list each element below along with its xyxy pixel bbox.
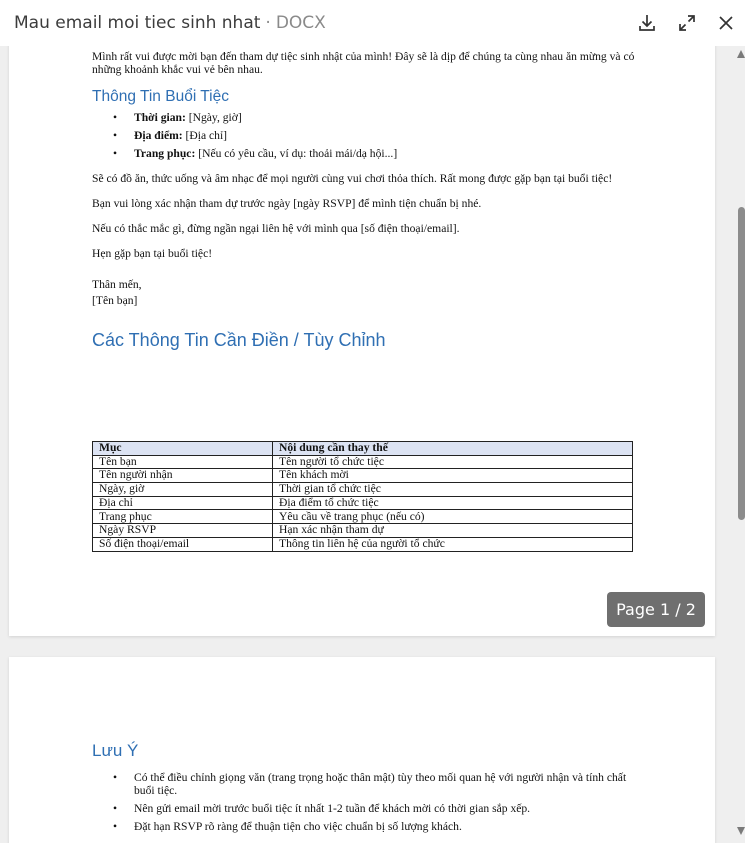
table-cell: Ngày RSVP xyxy=(93,524,273,538)
food-paragraph: Sẽ có đồ ăn, thức uống và âm nhạc để mọi người cùng vui chơi thỏa thích. Rất mong được gặp bạn tại buổi tiệc! xyxy=(92,172,613,185)
scroll-up-icon[interactable] xyxy=(737,50,745,58)
table-cell: Thời gian tổ chức tiệc xyxy=(273,483,633,497)
table-row xyxy=(93,496,633,510)
party-details-list xyxy=(113,111,633,165)
download-icon[interactable] xyxy=(632,8,662,38)
table-cell: Tên người nhận xyxy=(93,469,273,483)
table-cell: Trang phục xyxy=(93,510,273,524)
table-cell: Địa điểm tổ chức tiệc xyxy=(273,496,633,510)
file-type: DOCX xyxy=(275,13,326,33)
table-header-cell: Nội dung cần thay thế xyxy=(273,442,633,456)
list-item: • Nên gửi email mời trước buổi tiệc ít nhất 1-2 tuần để khách mời có thời gian sắp xếp. xyxy=(113,802,633,815)
section-heading-party-info: Thông Tin Buổi Tiệc xyxy=(92,88,229,105)
list-item: • Thời gian: [Ngày, giờ] xyxy=(113,111,633,124)
table-row xyxy=(93,455,633,469)
table-row xyxy=(93,469,633,483)
expand-icon[interactable] xyxy=(672,8,702,38)
list-item: • Đặt hạn RSVP rõ ràng để thuận tiện cho việc chuẩn bị số lượng khách. xyxy=(113,820,633,833)
table-cell: Thông tin liên hệ của người tổ chức xyxy=(273,537,633,551)
notes-list xyxy=(113,771,633,838)
closing-line: Thân mến, xyxy=(92,278,142,291)
table-cell: Tên khách mời xyxy=(273,469,633,483)
table-row xyxy=(93,537,633,551)
list-item: • Có thể điều chỉnh giọng văn (trang trọng hoặc thân mật) tùy theo mối quan hệ với người nhận và tính chất buổi tiệc. xyxy=(113,771,633,797)
rsvp-paragraph: Bạn vui lòng xác nhận tham dự trước ngày [ngày RSVP] để mình tiện chuẩn bị nhé. xyxy=(92,197,482,210)
file-viewer-header xyxy=(0,0,745,46)
document-page-1 xyxy=(9,46,715,636)
document-page-2 xyxy=(9,657,715,843)
table-cell: Ngày, giờ xyxy=(93,483,273,497)
table-header-row xyxy=(93,442,633,456)
table-row xyxy=(93,510,633,524)
section-heading-customize: Các Thông Tin Cần Điền / Tùy Chỉnh xyxy=(92,330,386,350)
signature-line: [Tên bạn] xyxy=(92,294,138,307)
list-item: • Trang phục: [Nếu có yêu cầu, ví dụ: thoải mái/dạ hội...] xyxy=(113,147,633,160)
table-row xyxy=(93,483,633,497)
section-heading-notes: Lưu Ý xyxy=(92,741,139,760)
title-separator: · xyxy=(265,13,271,33)
close-icon[interactable] xyxy=(711,8,741,38)
page-indicator: Page 1 / 2 xyxy=(607,592,705,627)
table-cell: Yêu cầu về trang phục (nếu có) xyxy=(273,510,633,524)
customize-table xyxy=(92,441,633,552)
file-name: Mau email moi tiec sinh nhat xyxy=(14,13,261,33)
table-cell: Tên bạn xyxy=(93,455,273,469)
table-cell: Địa chỉ xyxy=(93,496,273,510)
scrollbar-thumb[interactable] xyxy=(738,207,745,520)
see-you-paragraph: Hẹn gặp bạn tại buổi tiệc! xyxy=(92,247,213,260)
list-item: • Địa điểm: [Địa chỉ] xyxy=(113,129,633,142)
table-cell: Số điện thoại/email xyxy=(93,537,273,551)
contact-paragraph: Nếu có thắc mắc gì, đừng ngần ngại liên hệ với mình qua [số điện thoại/email]. xyxy=(92,222,460,235)
table-row xyxy=(93,524,633,538)
document-viewer[interactable] xyxy=(0,46,745,843)
table-cell: Tên người tổ chức tiệc xyxy=(273,455,633,469)
table-header-cell: Mục xyxy=(93,442,273,456)
intro-paragraph: Mình rất vui được mời bạn đến tham dự tiệc sinh nhật của mình! Đây sẽ là dịp để chúng ta cùng nhau ăn mừng và có những khoảnh khắc vui vẻ bên nhau. xyxy=(92,50,635,76)
table-cell: Hạn xác nhận tham dự xyxy=(273,524,633,538)
scroll-down-icon[interactable] xyxy=(737,827,745,835)
